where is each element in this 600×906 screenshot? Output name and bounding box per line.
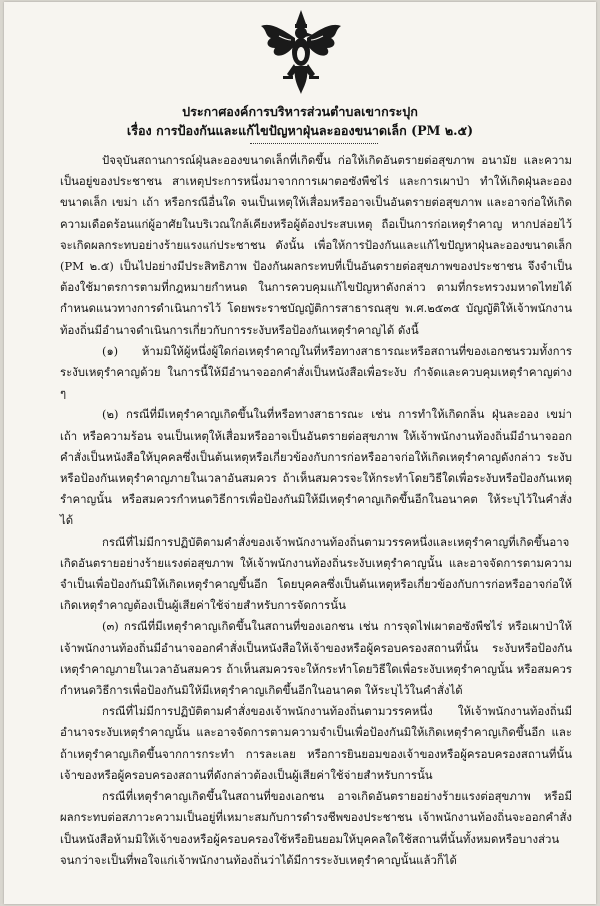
clause-3-subparagraph-1: กรณีที่ไม่มีการปฏิบัติตามคำสั่งของเจ้าพนักงานท้องถิ่นตามวรรคหนึ่ง ให้เจ้าพนักงานท้องถิ่นมีอำนาจระงับเหตุรำคาญนั้น และอาจจัดการตามความจำเป็นเพื่อป้องกันมิให้เกิดเหตุรำคาญเกิดขึ้นอีก และถ้าเหตุรำคาญเกิดขึ้นจากการกระทำ การละเลย หรือการยินยอมของเจ้าของหรือผู้ครอบครองสถานที่นั้นเจ้าของหรือผู้ครอบครองสถานที่ดังกล่าวต้องเป็นผู้เสียค่าใช้จ่ายสำหรับการนั้น — [60, 704, 572, 782]
clause-3: (๓) กรณีที่มีเหตุรำคาญเกิดขึ้นในสถานที่ของเอกชน เช่น การจุดไฟเผาตอซังพืชไร่ หรือเผาป่าให้เจ้าพนักงานท้องถิ่นมีอำนาจออกคำสั่งเป็นหนังสือให้เจ้าของหรือผู้ครอบครองสถานที่นั้น ระงับหรือป้องกันเหตุรำคาญภายในเวลาอันสมควร ถ้าเห็นสมควรจะให้กระทำโดยวิธีใดเพื่อระงับเหตุรำคาญนั้น หรือสมควรกำหนดวิธีการเพื่อป้องกันมิให้มีเหตุรำคาญเกิดขึ้นอีกในอนาคต ให้ระบุไว้ในคำสั่งได้ — [60, 619, 572, 698]
document-title-line2: เรื่อง การป้องกันและแก้ไขปัญหาฝุ่นละอองขนาดเล็ก (PM ๒.๕) — [126, 123, 474, 138]
document-title-line1: ประกาศองค์การบริหารส่วนตำบลเขากระปุก — [182, 104, 418, 119]
clause-3-subparagraph-2: กรณีที่เหตุรำคาญเกิดขึ้นในสถานที่ของเอกชน อาจเกิดอันตรายอย่างร้ายแรงต่อสุขภาพ หรือมีผลกระทบต่อสภาวะความเป็นอยู่ที่เหมาะสมกับการดำรงชีพของประชาชน เจ้าพนักงานท้องถิ่นจะออกคำสั่งเป็นหนังสือห้ามมิให้เจ้าของหรือผู้ครอบครองใช้หรือยินยอมให้บุคคลใดใช้สถานที่นั้นทั้งหมดหรือบางส่วนจนกว่าจะเป็นที่พอใจแก่เจ้าพนักงานท้องถิ่นว่าได้มีการระงับเหตุรำคาญนั้นแล้วก็ได้ — [60, 789, 572, 867]
document-body — [60, 150, 572, 871]
clause-2: (๒) กรณีที่มีเหตุรำคาญเกิดขึ้นในที่หรือทางสาธารณะ เช่น การทำให้เกิดกลิ่น ฝุ่นละออง เขม่า เถ้า หรือความร้อน จนเป็นเหตุให้เสื่อมหรืออาจเป็นอันตรายต่อสุขภาพ ให้เจ้าพนักงานท้องถิ่นมีอำนาจออกคำสั่งเป็นหนังสือให้บุคคลซึ่งเป็นต้นเหตุหรือเกี่ยวข้องกับการก่อหรืออาจก่อให้เกิดเหตุรำคาญดังกล่าว ระงับหรือป้องกันเหตุรำคาญภายในเวลาอันสมควร ถ้าเห็นสมควรจะให้กระทำโดยวิธีใดเพื่อระงับหรือป้องกันเหตุรำคาญนั้น หรือสมควรกำหนดวิธีการเพื่อป้องกันมิให้มีเหตุรำคาญเกิดขึ้นอีกในอนาคต ให้ระบุไว้ในคำสั่งได้ — [60, 407, 572, 528]
clause-1: (๑) ห้ามมิให้ผู้หนึ่งผู้ใดก่อเหตุรำคาญในที่หรือทางสาธารณะหรือสถานที่ของเอกชนรวมทั้งการระงับเหตุรำคาญด้วย ในการนี้ให้มีอำนาจออกคำสั่งเป็นหนังสือเพื่อระงับ กำจัดและควบคุมเหตุรำคาญต่าง ๆ — [60, 343, 572, 401]
intro-paragraph: ปัจจุบันสถานการณ์ฝุ่นละอองขนาดเล็กที่เกิดขึ้น ก่อให้เกิดอันตรายต่อสุขภาพ อนามัย และความเป็นอยู่ของประชาชน สาเหตุประการหนึ่งมาจากการเผาตอซังพืชไร่ และการเผาป่า ทำให้เกิดฝุ่นละอองขนาดเล็ก เขม่า เถ้า หรือกรณีอื่นใด จนเป็นเหตุให้เสื่อมหรืออาจเป็นอันตรายต่อสุขภาพ และอาจก่อให้เกิดความเดือดร้อนแก่ผู้อาศัยในบริเวณใกล้เคียงหรือผู้ต้องประสบเหตุ ถือเป็นการก่อเหตุรำคาญ หากปล่อยไว้จะเกิดผลกระทบอย่างร้ายแรงแก่ประชาชน ดังนั้น เพื่อให้การป้องกันและแก้ไขปัญหาฝุ่นละอองขนาดเล็ก (PM ๒.๕) เป็นไปอย่างมีประสิทธิภาพ ป้องกันผลกระทบที่เป็นอันตรายต่อสุขภาพของประชาชน จึงจำเป็นต้องใช้มาตรการตามที่กฎหมายกำหนด ในการควบคุมแก้ไขปัญหาดังกล่าว ตามที่กระทรวงมหาดไทยได้กำหนดแนวทางการดำเนินการไว้ โดยพระราชบัญญัติการสาธารณสุข พ.ศ.๒๕๓๕ บัญญัติให้เจ้าพนักงานท้องถิ่นมีอำนาจดำเนินการเกี่ยวกับการระงับหรือป้องกันเหตุรำคาญได้ ดังนี้ — [60, 153, 572, 337]
garuda-emblem-icon — [259, 8, 343, 96]
title-divider — [250, 143, 378, 144]
document-page — [4, 2, 596, 904]
clause-2-subparagraph: กรณีที่ไม่มีการปฏิบัติตามคำสั่งของเจ้าพนักงานท้องถิ่นตามวรรคหนึ่งและเหตุรำคาญที่เกิดขึ้นอาจเกิดอันตรายอย่างร้ายแรงต่อสุขภาพ ให้เจ้าพนักงานท้องถิ่นระงับเหตุรำคาญนั้น และอาจจัดการตามความจำเป็นเพื่อป้องกันมิให้เกิดเหตุรำคาญขึ้นอีก โดยบุคคลซึ่งเป็นต้นเหตุหรือเกี่ยวข้องกับการก่อหรืออาจก่อให้เกิดเหตุรำคาญต้องเป็นผู้เสียค่าใช้จ่ายสำหรับการจัดการนั้น — [60, 534, 572, 613]
